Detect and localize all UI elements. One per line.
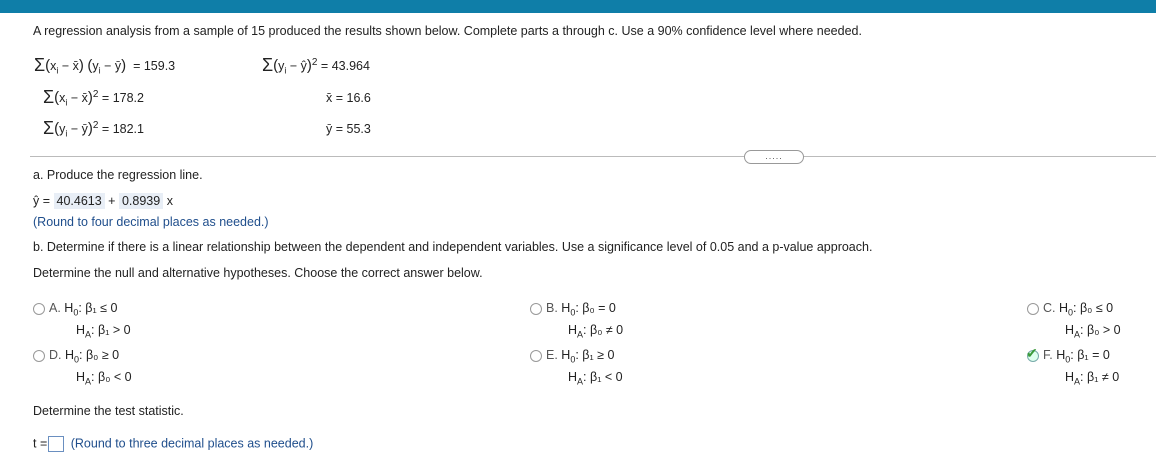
option-b-radio[interactable]	[530, 303, 542, 315]
option-a-ha: β₁ > 0	[98, 322, 131, 337]
option-d-h0: β₀ ≥ 0	[85, 348, 120, 362]
sum-sse-value: 43.964	[331, 59, 370, 73]
section-divider	[30, 156, 1156, 157]
part-a-prompt: a. Produce the regression line.	[33, 168, 203, 182]
option-a-letter: A.	[49, 301, 61, 315]
plus-sign: +	[108, 194, 116, 208]
regression-line: ŷ = 40.4613 + 0.8939 x	[33, 194, 173, 208]
option-e-h0: β₁ ≥ 0	[582, 348, 615, 362]
option-d-radio[interactable]	[33, 350, 45, 362]
test-stat-prompt: Determine the test statistic.	[33, 404, 184, 418]
top-banner	[0, 0, 1156, 13]
option-f-ha: β₁ ≠ 0	[1087, 369, 1120, 384]
option-c-letter: C.	[1043, 301, 1056, 315]
sum-xx: $\Sigma(x_i$ − x̄)$^2$ = 178.2	[43, 87, 144, 108]
sum-xy: $\Sigma(x_i$ − x̄) ($y_i$ − ȳ) = 159.3	[34, 55, 176, 76]
option-b[interactable]: B. $H_0$: β₀ = 0 $H_A$: β₀ ≠ 0	[530, 300, 623, 343]
expand-more-button[interactable]: .....	[744, 150, 804, 164]
option-d-ha: β₀ < 0	[98, 369, 132, 384]
x-variable: x	[166, 194, 173, 208]
part-a-hint: (Round to four decimal places as needed.)	[33, 215, 269, 229]
xbar-stat: x̄ = 16.6	[326, 91, 371, 105]
option-a-h0: β₁ ≤ 0	[85, 301, 118, 315]
t-stat-row	[33, 436, 313, 452]
option-b-ha: β₀ ≠ 0	[590, 322, 624, 337]
intercept-answer[interactable]: 40.4613	[54, 193, 105, 209]
option-d[interactable]: D. $H_0$: β₀ ≥ 0 $H_A$: β₀ < 0	[33, 347, 132, 390]
option-b-letter: B.	[546, 301, 558, 315]
slope-answer[interactable]: 0.8939	[119, 193, 163, 209]
option-c-ha: β₀ > 0	[1087, 322, 1121, 337]
option-e-letter: E.	[546, 348, 558, 362]
sum-xy-value: 159.3	[143, 59, 176, 73]
t-stat-input[interactable]	[48, 436, 64, 452]
option-e[interactable]: E. $H_0$: β₁ ≥ 0 $H_A$: β₁ < 0	[530, 347, 623, 390]
option-f-radio[interactable]	[1026, 344, 1039, 362]
ybar-value: 55.3	[346, 122, 371, 136]
option-a-radio[interactable]	[33, 303, 45, 315]
option-e-radio[interactable]	[530, 350, 542, 362]
sum-yy: $\Sigma(y_i$ − ȳ)$^2$ = 182.1	[43, 118, 144, 139]
sum-sse: $\Sigma(y_i$ − ŷ)$^2$ = 43.964	[262, 55, 370, 76]
option-f-letter: F.	[1043, 348, 1053, 362]
option-b-h0: β₀ = 0	[582, 301, 616, 315]
option-f[interactable]: ✔ F. $H_0$: β₁ = 0 $H_A$: β₁ ≠ 0	[1026, 344, 1120, 386]
t-label: t =	[33, 436, 48, 451]
option-d-letter: D.	[49, 348, 62, 362]
option-c-radio[interactable]	[1027, 303, 1039, 315]
sum-xx-value: 178.2	[112, 91, 144, 105]
option-c[interactable]: C. $H_0$: β₀ ≤ 0 $H_A$: β₀ > 0	[1027, 300, 1121, 343]
option-a[interactable]: A. $H_0$: β₁ ≤ 0 $H_A$: β₁ > 0	[33, 300, 131, 343]
checkmark-icon: ✔	[1026, 344, 1038, 361]
t-hint: (Round to three decimal places as needed.)	[70, 436, 314, 451]
part-b-prompt: b. Determine if there is a linear relationship between the dependent and independent variables. Use a significance level of 0.05 and a p-value approach.	[33, 240, 873, 254]
option-f-h0: β₁ = 0	[1077, 348, 1110, 362]
ybar-stat: ȳ = 55.3	[326, 122, 371, 136]
option-c-h0: β₀ ≤ 0	[1079, 301, 1114, 315]
sum-yy-value: 182.1	[112, 122, 144, 136]
xbar-value: 16.6	[346, 91, 371, 105]
hypotheses-prompt: Determine the null and alternative hypotheses. Choose the correct answer below.	[33, 266, 483, 280]
problem-intro: A regression analysis from a sample of 15 produced the results shown below. Complete parts a through c. Use a 90% confidence level where needed.	[33, 24, 862, 38]
option-e-ha: β₁ < 0	[590, 369, 623, 384]
